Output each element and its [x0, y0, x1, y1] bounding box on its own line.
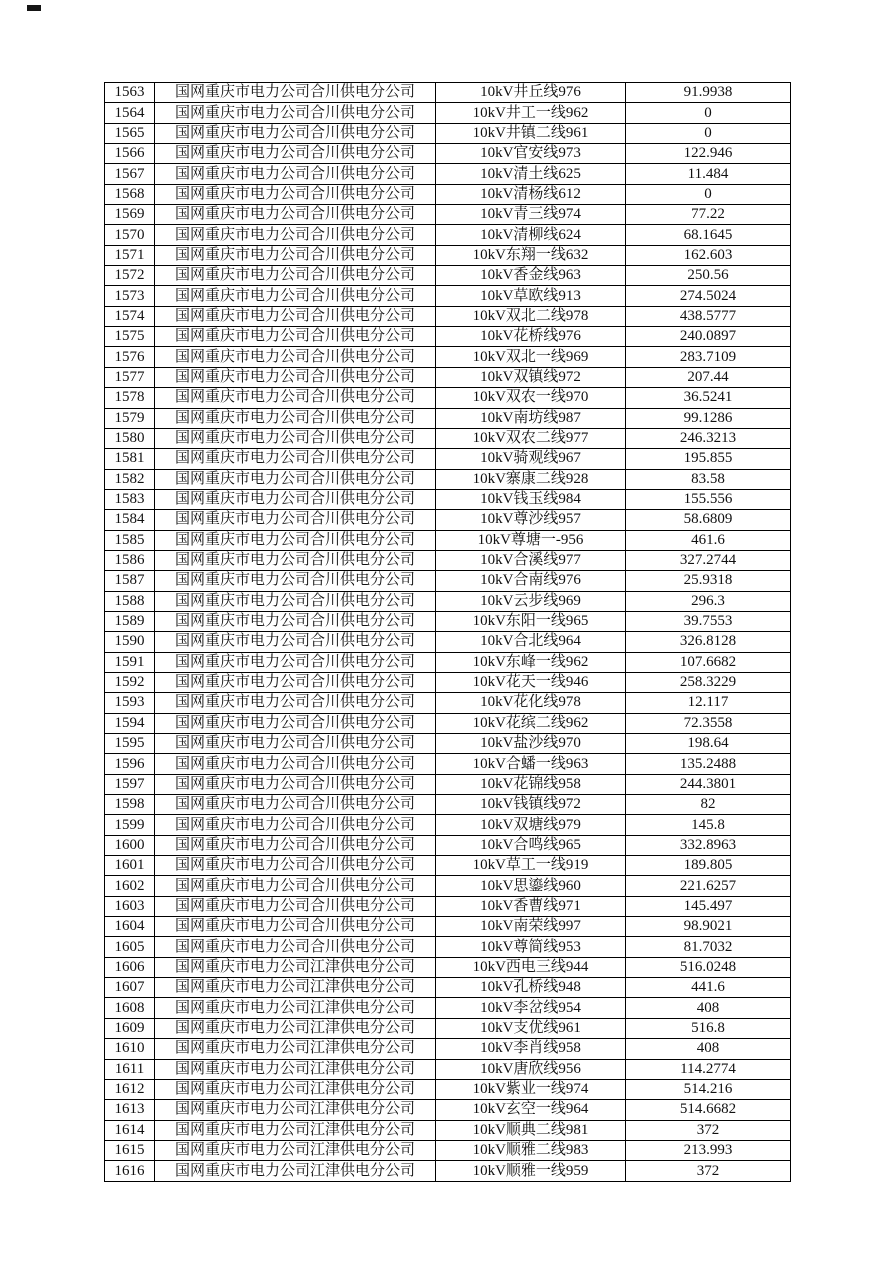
- line-name-cell: 10kV顺典二线981: [436, 1120, 626, 1140]
- value-cell: 145.497: [626, 896, 791, 916]
- line-name-cell: 10kV青三线974: [436, 205, 626, 225]
- line-name-cell: 10kV西电三线944: [436, 957, 626, 977]
- value-cell: 372: [626, 1120, 791, 1140]
- row-index-cell: 1604: [105, 917, 155, 937]
- line-name-cell: 10kV李岔线954: [436, 998, 626, 1018]
- table-row: [105, 795, 791, 815]
- company-cell: 国网重庆市电力公司合川供电分公司: [155, 489, 436, 509]
- company-cell: 国网重庆市电力公司合川供电分公司: [155, 510, 436, 530]
- table-body: [105, 83, 791, 1182]
- company-cell: 国网重庆市电力公司合川供电分公司: [155, 144, 436, 164]
- company-cell: 国网重庆市电力公司合川供电分公司: [155, 550, 436, 570]
- row-index-cell: 1580: [105, 428, 155, 448]
- value-cell: 195.855: [626, 449, 791, 469]
- table-row: [105, 103, 791, 123]
- company-cell: 国网重庆市电力公司合川供电分公司: [155, 245, 436, 265]
- row-index-cell: 1572: [105, 266, 155, 286]
- table-row: [105, 245, 791, 265]
- table-row: [105, 123, 791, 143]
- table-row: [105, 1100, 791, 1120]
- row-index-cell: 1603: [105, 896, 155, 916]
- value-cell: 516.0248: [626, 957, 791, 977]
- line-name-cell: 10kV草工一线919: [436, 856, 626, 876]
- table-row: [105, 571, 791, 591]
- value-cell: 135.2488: [626, 754, 791, 774]
- table-row: [105, 144, 791, 164]
- table-row: [105, 693, 791, 713]
- row-index-cell: 1608: [105, 998, 155, 1018]
- line-name-cell: 10kV官安线973: [436, 144, 626, 164]
- value-cell: 68.1645: [626, 225, 791, 245]
- table-row: [105, 469, 791, 489]
- company-cell: 国网重庆市电力公司江津供电分公司: [155, 1161, 436, 1182]
- company-cell: 国网重庆市电力公司合川供电分公司: [155, 815, 436, 835]
- line-name-cell: 10kV尊塘一-956: [436, 530, 626, 550]
- row-index-cell: 1571: [105, 245, 155, 265]
- company-cell: 国网重庆市电力公司合川供电分公司: [155, 795, 436, 815]
- value-cell: 0: [626, 184, 791, 204]
- value-cell: 332.8963: [626, 835, 791, 855]
- value-cell: 82: [626, 795, 791, 815]
- line-name-cell: 10kV双塘线979: [436, 815, 626, 835]
- table-row: [105, 754, 791, 774]
- company-cell: 国网重庆市电力公司江津供电分公司: [155, 1140, 436, 1160]
- row-index-cell: 1578: [105, 388, 155, 408]
- row-index-cell: 1577: [105, 367, 155, 387]
- row-index-cell: 1573: [105, 286, 155, 306]
- table-row: [105, 1018, 791, 1038]
- company-cell: 国网重庆市电力公司合川供电分公司: [155, 428, 436, 448]
- value-cell: 327.2744: [626, 550, 791, 570]
- line-name-cell: 10kV清柳线624: [436, 225, 626, 245]
- company-cell: 国网重庆市电力公司合川供电分公司: [155, 693, 436, 713]
- company-cell: 国网重庆市电力公司合川供电分公司: [155, 713, 436, 733]
- table-row: [105, 672, 791, 692]
- value-cell: 221.6257: [626, 876, 791, 896]
- value-cell: 246.3213: [626, 428, 791, 448]
- line-name-cell: 10kV东阳一线965: [436, 611, 626, 631]
- value-cell: 83.58: [626, 469, 791, 489]
- row-index-cell: 1600: [105, 835, 155, 855]
- value-cell: 244.3801: [626, 774, 791, 794]
- line-name-cell: 10kV思鎏线960: [436, 876, 626, 896]
- company-cell: 国网重庆市电力公司合川供电分公司: [155, 123, 436, 143]
- table-row: [105, 1120, 791, 1140]
- row-index-cell: 1567: [105, 164, 155, 184]
- row-index-cell: 1602: [105, 876, 155, 896]
- table-row: [105, 327, 791, 347]
- line-name-cell: 10kV花锦线958: [436, 774, 626, 794]
- row-index-cell: 1585: [105, 530, 155, 550]
- row-index-cell: 1596: [105, 754, 155, 774]
- row-index-cell: 1615: [105, 1140, 155, 1160]
- company-cell: 国网重庆市电力公司合川供电分公司: [155, 449, 436, 469]
- company-cell: 国网重庆市电力公司合川供电分公司: [155, 184, 436, 204]
- line-name-cell: 10kV合溪线977: [436, 550, 626, 570]
- value-cell: 98.9021: [626, 917, 791, 937]
- row-index-cell: 1566: [105, 144, 155, 164]
- table-row: [105, 205, 791, 225]
- row-index-cell: 1610: [105, 1039, 155, 1059]
- table-row: [105, 1140, 791, 1160]
- line-name-cell: 10kV双北二线978: [436, 306, 626, 326]
- row-index-cell: 1595: [105, 734, 155, 754]
- value-cell: 240.0897: [626, 327, 791, 347]
- company-cell: 国网重庆市电力公司江津供电分公司: [155, 1018, 436, 1038]
- value-cell: 77.22: [626, 205, 791, 225]
- company-cell: 国网重庆市电力公司合川供电分公司: [155, 367, 436, 387]
- line-name-cell: 10kV井工一线962: [436, 103, 626, 123]
- company-cell: 国网重庆市电力公司合川供电分公司: [155, 164, 436, 184]
- value-cell: 12.117: [626, 693, 791, 713]
- line-name-cell: 10kV双农一线970: [436, 388, 626, 408]
- table-row: [105, 632, 791, 652]
- row-index-cell: 1586: [105, 550, 155, 570]
- table-row: [105, 611, 791, 631]
- value-cell: 58.6809: [626, 510, 791, 530]
- line-name-cell: 10kV双北一线969: [436, 347, 626, 367]
- row-index-cell: 1588: [105, 591, 155, 611]
- value-cell: 155.556: [626, 489, 791, 509]
- value-cell: 408: [626, 998, 791, 1018]
- company-cell: 国网重庆市电力公司合川供电分公司: [155, 652, 436, 672]
- company-cell: 国网重庆市电力公司江津供电分公司: [155, 1079, 436, 1099]
- company-cell: 国网重庆市电力公司合川供电分公司: [155, 632, 436, 652]
- company-cell: 国网重庆市电力公司合川供电分公司: [155, 937, 436, 957]
- line-name-cell: 10kV南荣线997: [436, 917, 626, 937]
- table-row: [105, 510, 791, 530]
- row-index-cell: 1601: [105, 856, 155, 876]
- company-cell: 国网重庆市电力公司合川供电分公司: [155, 917, 436, 937]
- table-row: [105, 388, 791, 408]
- table-row: [105, 530, 791, 550]
- line-name-cell: 10kV香曹线971: [436, 896, 626, 916]
- value-cell: 250.56: [626, 266, 791, 286]
- row-index-cell: 1612: [105, 1079, 155, 1099]
- table-row: [105, 856, 791, 876]
- line-name-cell: 10kV合鸣线965: [436, 835, 626, 855]
- line-name-cell: 10kV顺雅二线983: [436, 1140, 626, 1160]
- row-index-cell: 1564: [105, 103, 155, 123]
- row-index-cell: 1565: [105, 123, 155, 143]
- line-name-cell: 10kV双农二线977: [436, 428, 626, 448]
- line-name-cell: 10kV寨康二线928: [436, 469, 626, 489]
- row-index-cell: 1590: [105, 632, 155, 652]
- row-index-cell: 1589: [105, 611, 155, 631]
- value-cell: 283.7109: [626, 347, 791, 367]
- line-name-cell: 10kV李肖线958: [436, 1039, 626, 1059]
- value-cell: 441.6: [626, 978, 791, 998]
- row-index-cell: 1584: [105, 510, 155, 530]
- table-row: [105, 896, 791, 916]
- table-row: [105, 998, 791, 1018]
- table-row: [105, 184, 791, 204]
- row-index-cell: 1574: [105, 306, 155, 326]
- company-cell: 国网重庆市电力公司合川供电分公司: [155, 347, 436, 367]
- value-cell: 0: [626, 103, 791, 123]
- line-name-cell: 10kV骑观线967: [436, 449, 626, 469]
- table-row: [105, 937, 791, 957]
- row-index-cell: 1579: [105, 408, 155, 428]
- line-name-cell: 10kV云步线969: [436, 591, 626, 611]
- value-cell: 122.946: [626, 144, 791, 164]
- line-name-cell: 10kV顺雅一线959: [436, 1161, 626, 1182]
- company-cell: 国网重庆市电力公司合川供电分公司: [155, 306, 436, 326]
- company-cell: 国网重庆市电力公司江津供电分公司: [155, 957, 436, 977]
- company-cell: 国网重庆市电力公司合川供电分公司: [155, 774, 436, 794]
- value-cell: 258.3229: [626, 672, 791, 692]
- line-name-cell: 10kV唐欣线956: [436, 1059, 626, 1079]
- company-cell: 国网重庆市电力公司合川供电分公司: [155, 205, 436, 225]
- row-index-cell: 1569: [105, 205, 155, 225]
- value-cell: 0: [626, 123, 791, 143]
- row-index-cell: 1614: [105, 1120, 155, 1140]
- row-index-cell: 1616: [105, 1161, 155, 1182]
- scan-artifact-mark: [27, 5, 41, 11]
- row-index-cell: 1611: [105, 1059, 155, 1079]
- row-index-cell: 1563: [105, 83, 155, 103]
- table-row: [105, 652, 791, 672]
- line-name-cell: 10kV井丘线976: [436, 83, 626, 103]
- table-row: [105, 774, 791, 794]
- line-name-cell: 10kV井镇二线961: [436, 123, 626, 143]
- line-name-cell: 10kV钱玉线984: [436, 489, 626, 509]
- table-row: [105, 367, 791, 387]
- table-row: [105, 917, 791, 937]
- table-row: [105, 83, 791, 103]
- table-row: [105, 1161, 791, 1182]
- line-name-cell: 10kV清杨线612: [436, 184, 626, 204]
- value-cell: 189.805: [626, 856, 791, 876]
- value-cell: 438.5777: [626, 306, 791, 326]
- value-cell: 296.3: [626, 591, 791, 611]
- line-name-cell: 10kV草欧线913: [436, 286, 626, 306]
- line-name-cell: 10kV合蟠一线963: [436, 754, 626, 774]
- value-cell: 11.484: [626, 164, 791, 184]
- company-cell: 国网重庆市电力公司合川供电分公司: [155, 83, 436, 103]
- company-cell: 国网重庆市电力公司合川供电分公司: [155, 266, 436, 286]
- line-name-cell: 10kV合北线964: [436, 632, 626, 652]
- value-cell: 145.8: [626, 815, 791, 835]
- value-cell: 514.6682: [626, 1100, 791, 1120]
- company-cell: 国网重庆市电力公司合川供电分公司: [155, 388, 436, 408]
- value-cell: 198.64: [626, 734, 791, 754]
- company-cell: 国网重庆市电力公司合川供电分公司: [155, 469, 436, 489]
- value-cell: 39.7553: [626, 611, 791, 631]
- table-row: [105, 286, 791, 306]
- table-row: [105, 550, 791, 570]
- row-index-cell: 1607: [105, 978, 155, 998]
- row-index-cell: 1609: [105, 1018, 155, 1038]
- line-name-cell: 10kV香金线963: [436, 266, 626, 286]
- line-name-cell: 10kV南坊线987: [436, 408, 626, 428]
- company-cell: 国网重庆市电力公司江津供电分公司: [155, 998, 436, 1018]
- row-index-cell: 1570: [105, 225, 155, 245]
- table-row: [105, 713, 791, 733]
- value-cell: 408: [626, 1039, 791, 1059]
- row-index-cell: 1605: [105, 937, 155, 957]
- table-row: [105, 428, 791, 448]
- power-line-table: [104, 82, 791, 1182]
- row-index-cell: 1592: [105, 672, 155, 692]
- line-name-cell: 10kV花缤二线962: [436, 713, 626, 733]
- row-index-cell: 1613: [105, 1100, 155, 1120]
- company-cell: 国网重庆市电力公司江津供电分公司: [155, 1039, 436, 1059]
- line-name-cell: 10kV孔桥线948: [436, 978, 626, 998]
- value-cell: 107.6682: [626, 652, 791, 672]
- line-name-cell: 10kV花桥线976: [436, 327, 626, 347]
- table-row: [105, 734, 791, 754]
- value-cell: 461.6: [626, 530, 791, 550]
- table-row: [105, 306, 791, 326]
- table-row: [105, 835, 791, 855]
- table-row: [105, 957, 791, 977]
- value-cell: 91.9938: [626, 83, 791, 103]
- line-name-cell: 10kV花天一线946: [436, 672, 626, 692]
- company-cell: 国网重庆市电力公司合川供电分公司: [155, 672, 436, 692]
- value-cell: 514.216: [626, 1079, 791, 1099]
- company-cell: 国网重庆市电力公司合川供电分公司: [155, 103, 436, 123]
- line-name-cell: 10kV合南线976: [436, 571, 626, 591]
- value-cell: 372: [626, 1161, 791, 1182]
- table-row: [105, 591, 791, 611]
- value-cell: 114.2774: [626, 1059, 791, 1079]
- value-cell: 36.5241: [626, 388, 791, 408]
- row-index-cell: 1594: [105, 713, 155, 733]
- row-index-cell: 1568: [105, 184, 155, 204]
- company-cell: 国网重庆市电力公司江津供电分公司: [155, 1059, 436, 1079]
- value-cell: 72.3558: [626, 713, 791, 733]
- company-cell: 国网重庆市电力公司江津供电分公司: [155, 1120, 436, 1140]
- line-name-cell: 10kV支优线961: [436, 1018, 626, 1038]
- table-row: [105, 408, 791, 428]
- value-cell: 274.5024: [626, 286, 791, 306]
- table-row: [105, 1039, 791, 1059]
- company-cell: 国网重庆市电力公司合川供电分公司: [155, 327, 436, 347]
- line-name-cell: 10kV盐沙线970: [436, 734, 626, 754]
- company-cell: 国网重庆市电力公司合川供电分公司: [155, 571, 436, 591]
- line-name-cell: 10kV双镇线972: [436, 367, 626, 387]
- value-cell: 25.9318: [626, 571, 791, 591]
- table-row: [105, 225, 791, 245]
- company-cell: 国网重庆市电力公司合川供电分公司: [155, 611, 436, 631]
- row-index-cell: 1575: [105, 327, 155, 347]
- company-cell: 国网重庆市电力公司合川供电分公司: [155, 734, 436, 754]
- company-cell: 国网重庆市电力公司合川供电分公司: [155, 896, 436, 916]
- row-index-cell: 1581: [105, 449, 155, 469]
- value-cell: 207.44: [626, 367, 791, 387]
- table-row: [105, 164, 791, 184]
- table-row: [105, 1079, 791, 1099]
- line-name-cell: 10kV钱镇线972: [436, 795, 626, 815]
- line-name-cell: 10kV尊沙线957: [436, 510, 626, 530]
- company-cell: 国网重庆市电力公司合川供电分公司: [155, 286, 436, 306]
- company-cell: 国网重庆市电力公司合川供电分公司: [155, 876, 436, 896]
- row-index-cell: 1591: [105, 652, 155, 672]
- line-name-cell: 10kV尊简线953: [436, 937, 626, 957]
- company-cell: 国网重庆市电力公司合川供电分公司: [155, 835, 436, 855]
- value-cell: 81.7032: [626, 937, 791, 957]
- company-cell: 国网重庆市电力公司合川供电分公司: [155, 408, 436, 428]
- row-index-cell: 1593: [105, 693, 155, 713]
- company-cell: 国网重庆市电力公司合川供电分公司: [155, 225, 436, 245]
- table-row: [105, 449, 791, 469]
- company-cell: 国网重庆市电力公司合川供电分公司: [155, 856, 436, 876]
- row-index-cell: 1598: [105, 795, 155, 815]
- table-row: [105, 815, 791, 835]
- row-index-cell: 1599: [105, 815, 155, 835]
- value-cell: 99.1286: [626, 408, 791, 428]
- company-cell: 国网重庆市电力公司江津供电分公司: [155, 978, 436, 998]
- table-row: [105, 876, 791, 896]
- row-index-cell: 1576: [105, 347, 155, 367]
- company-cell: 国网重庆市电力公司合川供电分公司: [155, 754, 436, 774]
- value-cell: 326.8128: [626, 632, 791, 652]
- table-row: [105, 978, 791, 998]
- company-cell: 国网重庆市电力公司合川供电分公司: [155, 591, 436, 611]
- line-name-cell: 10kV东峰一线962: [436, 652, 626, 672]
- table-row: [105, 266, 791, 286]
- value-cell: 162.603: [626, 245, 791, 265]
- value-cell: 516.8: [626, 1018, 791, 1038]
- company-cell: 国网重庆市电力公司江津供电分公司: [155, 1100, 436, 1120]
- line-name-cell: 10kV玄空一线964: [436, 1100, 626, 1120]
- line-name-cell: 10kV花化线978: [436, 693, 626, 713]
- company-cell: 国网重庆市电力公司合川供电分公司: [155, 530, 436, 550]
- row-index-cell: 1583: [105, 489, 155, 509]
- line-name-cell: 10kV紫业一线974: [436, 1079, 626, 1099]
- row-index-cell: 1597: [105, 774, 155, 794]
- line-name-cell: 10kV东翔一线632: [436, 245, 626, 265]
- row-index-cell: 1582: [105, 469, 155, 489]
- line-name-cell: 10kV清土线625: [436, 164, 626, 184]
- value-cell: 213.993: [626, 1140, 791, 1160]
- table-row: [105, 489, 791, 509]
- row-index-cell: 1587: [105, 571, 155, 591]
- table-row: [105, 1059, 791, 1079]
- table-row: [105, 347, 791, 367]
- row-index-cell: 1606: [105, 957, 155, 977]
